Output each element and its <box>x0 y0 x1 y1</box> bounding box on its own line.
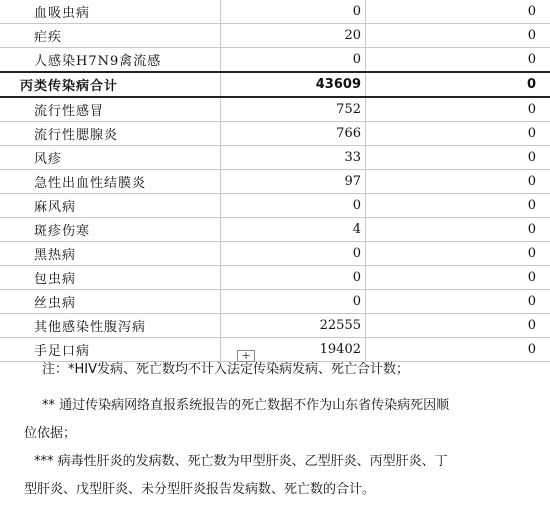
deaths-cell: 0 <box>366 122 550 146</box>
cases-cell: 33 <box>221 146 366 170</box>
footnote-hepatitis <box>0 448 524 504</box>
disease-name-cell: 麻风病 <box>0 194 221 218</box>
cases-cell: 766 <box>221 122 366 146</box>
footnote-hiv: 注：*HIV发病、死亡数均不计入法定传染病发病、死亡合计数； <box>42 362 410 377</box>
deaths-cell: 0 <box>366 97 550 122</box>
disease-name-cell: 流行性感冒 <box>0 97 221 122</box>
cases-cell: 752 <box>221 97 366 122</box>
cases-cell: 0 <box>221 48 366 73</box>
table-row <box>0 146 550 170</box>
disease-name-cell: 丙类传染病合计 <box>0 72 221 97</box>
disease-name-cell: 手足口病 <box>0 338 221 362</box>
table-row <box>0 170 550 194</box>
table-row <box>0 314 550 338</box>
cases-cell: 0 <box>221 266 366 290</box>
deaths-cell: 0 <box>366 314 550 338</box>
deaths-cell: 0 <box>366 146 550 170</box>
table-row <box>0 218 550 242</box>
add-row-button[interactable]: + <box>237 350 255 362</box>
cases-cell: 22555 <box>221 314 366 338</box>
footnote-death-data-line1: ** 通过传染病网络直报系统报告的死亡数据不作为山东省传染病死因顺 <box>42 398 450 413</box>
footnote-hepatitis-line1: *** 病毒性肝炎的发病数、死亡数为甲型肝炎、乙型肝炎、丙型肝炎、丁 <box>34 454 448 469</box>
cases-cell: 0 <box>221 0 366 24</box>
deaths-cell: 0 <box>366 72 550 97</box>
cases-cell: 0 <box>221 194 366 218</box>
footnote-death-data-line2: 位依据； <box>24 426 77 441</box>
disease-name-cell: 血吸虫病 <box>0 0 221 24</box>
cases-cell: 4 <box>221 218 366 242</box>
disease-name-cell: 包虫病 <box>0 266 221 290</box>
table-row <box>0 290 550 314</box>
cases-cell: 0 <box>221 290 366 314</box>
disease-name-cell: 疟疾 <box>0 24 221 48</box>
cases-cell: 97 <box>221 170 366 194</box>
cases-cell: 20 <box>221 24 366 48</box>
table-total-row <box>0 72 550 97</box>
disease-name-cell: 急性出血性结膜炎 <box>0 170 221 194</box>
cases-cell: 43609 <box>221 72 366 97</box>
deaths-cell: 0 <box>366 242 550 266</box>
cases-cell: 0 <box>221 242 366 266</box>
disease-name-cell: 人感染H7N9禽流感 <box>0 48 221 73</box>
deaths-cell: 0 <box>366 24 550 48</box>
deaths-cell: 0 <box>366 194 550 218</box>
table-row <box>0 122 550 146</box>
table-row <box>0 266 550 290</box>
disease-name-cell: 斑疹伤寒 <box>0 218 221 242</box>
footnote-hepatitis-line2: 型肝炎、戊型肝炎、未分型肝炎报告发病数、死亡数的合计。 <box>24 482 376 497</box>
footnote-death-data <box>0 392 532 448</box>
disease-name-cell: 黑热病 <box>0 242 221 266</box>
table-row <box>0 194 550 218</box>
table-row <box>0 0 550 24</box>
table-row <box>0 242 550 266</box>
cases-cell: 19402 <box>221 338 366 362</box>
table-row <box>0 24 550 48</box>
deaths-cell: 0 <box>366 218 550 242</box>
deaths-cell: 0 <box>366 338 550 362</box>
table-row <box>0 97 550 122</box>
deaths-cell: 0 <box>366 170 550 194</box>
deaths-cell: 0 <box>366 290 550 314</box>
deaths-cell: 0 <box>366 266 550 290</box>
deaths-cell: 0 <box>366 48 550 73</box>
disease-name-cell: 其他感染性腹泻病 <box>0 314 221 338</box>
disease-name-cell: 流行性腮腺炎 <box>0 122 221 146</box>
disease-name-cell: 风疹 <box>0 146 221 170</box>
disease-name-cell: 丝虫病 <box>0 290 221 314</box>
deaths-cell: 0 <box>366 0 550 24</box>
table-row <box>0 48 550 73</box>
